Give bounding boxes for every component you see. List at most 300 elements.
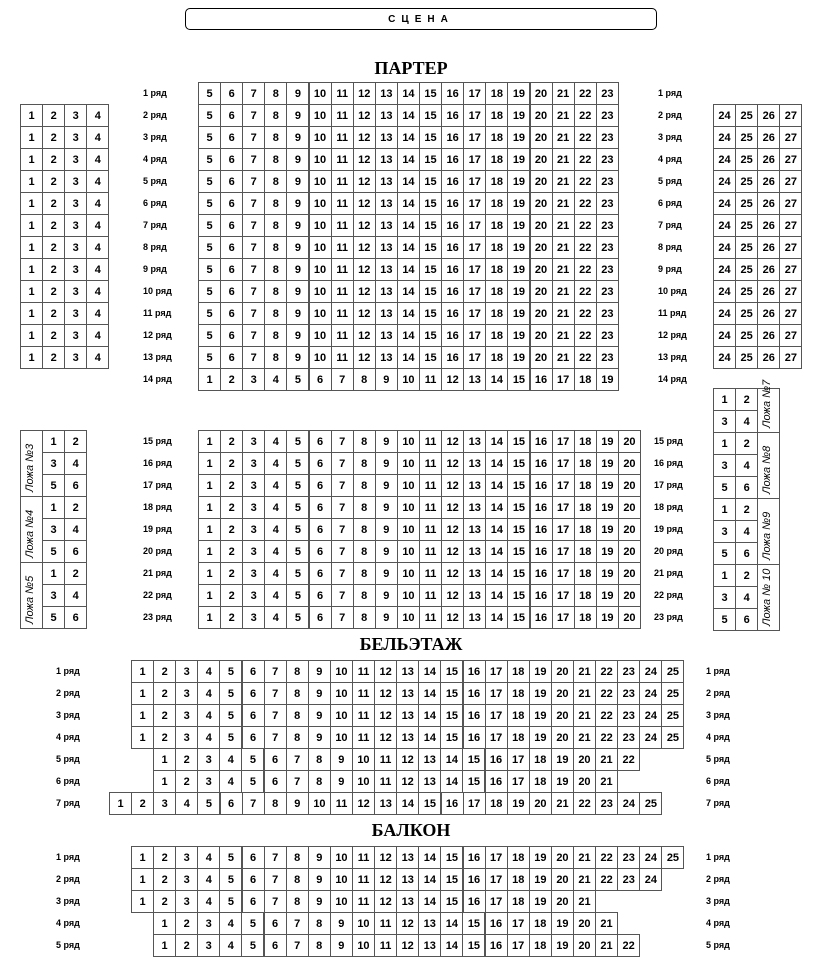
parter-row-20-seat-20[interactable]: 20 bbox=[618, 540, 641, 563]
beletazh-row-6-seat-18[interactable]: 18 bbox=[529, 770, 552, 793]
parter-row-16-seat-2[interactable]: 2 bbox=[220, 452, 243, 475]
parter-row-20-seat-19[interactable]: 19 bbox=[596, 540, 619, 563]
parter-row-5-seat-15[interactable]: 15 bbox=[419, 170, 442, 193]
box-right-2-seat-3[interactable]: 3 bbox=[713, 520, 736, 543]
parter-right-wing-row-11-seat-24[interactable]: 24 bbox=[713, 302, 736, 325]
parter-row-20-seat-5[interactable]: 5 bbox=[286, 540, 309, 563]
box-right-1-seat-6[interactable]: 6 bbox=[735, 476, 758, 499]
beletazh-row-1-seat-25[interactable]: 25 bbox=[661, 660, 684, 683]
parter-row-13-seat-8[interactable]: 8 bbox=[264, 346, 287, 369]
beletazh-row-3-seat-1[interactable]: 1 bbox=[131, 704, 154, 727]
parter-row-23-seat-10[interactable]: 10 bbox=[397, 606, 420, 629]
beletazh-row-6-seat-5[interactable]: 5 bbox=[241, 770, 264, 793]
parter-row-8-seat-18[interactable]: 18 bbox=[485, 236, 508, 259]
box-right-1-seat-1[interactable]: 1 bbox=[713, 432, 736, 455]
parter-row-14-seat-6[interactable]: 6 bbox=[309, 368, 332, 391]
parter-right-wing-row-7-seat-27[interactable]: 27 bbox=[779, 214, 802, 237]
parter-left-wing-row-8-seat-4[interactable]: 4 bbox=[86, 236, 109, 259]
parter-row-17-seat-5[interactable]: 5 bbox=[286, 474, 309, 497]
parter-row-13-seat-9[interactable]: 9 bbox=[286, 346, 309, 369]
parter-row-11-seat-6[interactable]: 6 bbox=[220, 302, 243, 325]
parter-row-19-seat-4[interactable]: 4 bbox=[264, 518, 287, 541]
beletazh-row-7-seat-5[interactable]: 5 bbox=[197, 792, 220, 815]
parter-row-21-seat-1[interactable]: 1 bbox=[198, 562, 221, 585]
parter-right-wing-row-9-seat-27[interactable]: 27 bbox=[779, 258, 802, 281]
parter-left-wing-row-13-seat-1[interactable]: 1 bbox=[20, 346, 43, 369]
beletazh-row-4-seat-12[interactable]: 12 bbox=[374, 726, 397, 749]
parter-row-17-seat-11[interactable]: 11 bbox=[419, 474, 442, 497]
parter-row-16-seat-11[interactable]: 11 bbox=[419, 452, 442, 475]
parter-row-6-seat-12[interactable]: 12 bbox=[353, 192, 376, 215]
parter-row-15-seat-9[interactable]: 9 bbox=[375, 430, 398, 453]
beletazh-row-1-seat-7[interactable]: 7 bbox=[264, 660, 287, 683]
parter-row-7-seat-23[interactable]: 23 bbox=[596, 214, 619, 237]
parter-row-22-seat-15[interactable]: 15 bbox=[507, 584, 530, 607]
beletazh-row-6-seat-14[interactable]: 14 bbox=[440, 770, 463, 793]
box-right-3-seat-5[interactable]: 5 bbox=[713, 608, 736, 631]
balkon-row-1-seat-8[interactable]: 8 bbox=[286, 846, 309, 869]
parter-right-wing-row-6-seat-24[interactable]: 24 bbox=[713, 192, 736, 215]
beletazh-row-6-seat-3[interactable]: 3 bbox=[197, 770, 220, 793]
parter-row-14-seat-14[interactable]: 14 bbox=[485, 368, 508, 391]
parter-row-1-seat-8[interactable]: 8 bbox=[264, 82, 287, 105]
beletazh-row-5-seat-22[interactable]: 22 bbox=[617, 748, 640, 771]
parter-row-21-seat-16[interactable]: 16 bbox=[530, 562, 553, 585]
parter-row-15-seat-6[interactable]: 6 bbox=[309, 430, 332, 453]
parter-row-19-seat-10[interactable]: 10 bbox=[397, 518, 420, 541]
parter-row-22-seat-2[interactable]: 2 bbox=[220, 584, 243, 607]
beletazh-row-3-seat-4[interactable]: 4 bbox=[197, 704, 220, 727]
parter-left-wing-row-11-seat-1[interactable]: 1 bbox=[20, 302, 43, 325]
beletazh-row-5-seat-3[interactable]: 3 bbox=[197, 748, 220, 771]
parter-row-9-seat-22[interactable]: 22 bbox=[574, 258, 597, 281]
parter-row-12-seat-22[interactable]: 22 bbox=[574, 324, 597, 347]
parter-row-2-seat-12[interactable]: 12 bbox=[353, 104, 376, 127]
parter-row-15-seat-15[interactable]: 15 bbox=[507, 430, 530, 453]
balkon-row-2-seat-9[interactable]: 9 bbox=[308, 868, 331, 891]
parter-left-wing-row-7-seat-1[interactable]: 1 bbox=[20, 214, 43, 237]
parter-left-wing-row-6-seat-1[interactable]: 1 bbox=[20, 192, 43, 215]
parter-row-11-seat-15[interactable]: 15 bbox=[419, 302, 442, 325]
parter-right-wing-row-5-seat-24[interactable]: 24 bbox=[713, 170, 736, 193]
balkon-row-4-seat-5[interactable]: 5 bbox=[241, 912, 264, 935]
box-left-1-seat-5[interactable]: 5 bbox=[42, 540, 65, 563]
balkon-row-3-seat-6[interactable]: 6 bbox=[242, 890, 265, 913]
parter-row-18-seat-11[interactable]: 11 bbox=[419, 496, 442, 519]
balkon-row-5-seat-7[interactable]: 7 bbox=[286, 934, 309, 957]
parter-row-20-seat-2[interactable]: 2 bbox=[220, 540, 243, 563]
parter-row-1-seat-10[interactable]: 10 bbox=[309, 82, 332, 105]
parter-row-20-seat-9[interactable]: 9 bbox=[375, 540, 398, 563]
beletazh-row-2-seat-8[interactable]: 8 bbox=[286, 682, 309, 705]
parter-right-wing-row-8-seat-27[interactable]: 27 bbox=[779, 236, 802, 259]
parter-row-2-seat-13[interactable]: 13 bbox=[375, 104, 398, 127]
parter-row-13-seat-16[interactable]: 16 bbox=[441, 346, 464, 369]
parter-row-7-seat-18[interactable]: 18 bbox=[485, 214, 508, 237]
parter-row-10-seat-13[interactable]: 13 bbox=[375, 280, 398, 303]
parter-row-22-seat-17[interactable]: 17 bbox=[552, 584, 575, 607]
parter-left-wing-row-11-seat-2[interactable]: 2 bbox=[42, 302, 65, 325]
parter-row-20-seat-13[interactable]: 13 bbox=[463, 540, 486, 563]
parter-right-wing-row-12-seat-26[interactable]: 26 bbox=[757, 324, 780, 347]
beletazh-row-1-seat-2[interactable]: 2 bbox=[153, 660, 176, 683]
box-right-0-seat-2[interactable]: 2 bbox=[735, 388, 758, 411]
beletazh-row-5-seat-1[interactable]: 1 bbox=[153, 748, 176, 771]
parter-row-23-seat-4[interactable]: 4 bbox=[264, 606, 287, 629]
beletazh-row-2-seat-10[interactable]: 10 bbox=[330, 682, 353, 705]
parter-row-3-seat-9[interactable]: 9 bbox=[286, 126, 309, 149]
parter-row-18-seat-4[interactable]: 4 bbox=[264, 496, 287, 519]
parter-row-15-seat-12[interactable]: 12 bbox=[441, 430, 464, 453]
parter-row-21-seat-12[interactable]: 12 bbox=[441, 562, 464, 585]
parter-row-4-seat-13[interactable]: 13 bbox=[375, 148, 398, 171]
parter-row-13-seat-23[interactable]: 23 bbox=[596, 346, 619, 369]
balkon-row-5-seat-17[interactable]: 17 bbox=[507, 934, 530, 957]
parter-left-wing-row-5-seat-2[interactable]: 2 bbox=[42, 170, 65, 193]
parter-row-14-seat-8[interactable]: 8 bbox=[353, 368, 376, 391]
balkon-row-3-seat-3[interactable]: 3 bbox=[175, 890, 198, 913]
balkon-row-3-seat-17[interactable]: 17 bbox=[485, 890, 508, 913]
balkon-row-2-seat-12[interactable]: 12 bbox=[374, 868, 397, 891]
parter-row-18-seat-6[interactable]: 6 bbox=[309, 496, 332, 519]
balkon-row-2-seat-18[interactable]: 18 bbox=[507, 868, 530, 891]
parter-row-19-seat-17[interactable]: 17 bbox=[552, 518, 575, 541]
parter-row-2-seat-8[interactable]: 8 bbox=[264, 104, 287, 127]
box-right-3-seat-4[interactable]: 4 bbox=[735, 586, 758, 609]
beletazh-row-2-seat-2[interactable]: 2 bbox=[153, 682, 176, 705]
parter-row-7-seat-19[interactable]: 19 bbox=[507, 214, 530, 237]
balkon-row-3-seat-4[interactable]: 4 bbox=[197, 890, 220, 913]
parter-row-4-seat-6[interactable]: 6 bbox=[220, 148, 243, 171]
parter-row-20-seat-4[interactable]: 4 bbox=[264, 540, 287, 563]
parter-row-4-seat-18[interactable]: 18 bbox=[485, 148, 508, 171]
parter-row-19-seat-18[interactable]: 18 bbox=[574, 518, 597, 541]
parter-row-16-seat-19[interactable]: 19 bbox=[596, 452, 619, 475]
balkon-row-5-seat-5[interactable]: 5 bbox=[241, 934, 264, 957]
parter-row-15-seat-11[interactable]: 11 bbox=[419, 430, 442, 453]
parter-row-14-seat-19[interactable]: 19 bbox=[596, 368, 619, 391]
box-right-0-seat-3[interactable]: 3 bbox=[713, 410, 736, 433]
parter-row-23-seat-14[interactable]: 14 bbox=[485, 606, 508, 629]
parter-right-wing-row-2-seat-25[interactable]: 25 bbox=[735, 104, 758, 127]
parter-row-12-seat-14[interactable]: 14 bbox=[397, 324, 420, 347]
parter-row-3-seat-20[interactable]: 20 bbox=[530, 126, 553, 149]
parter-row-12-seat-12[interactable]: 12 bbox=[353, 324, 376, 347]
parter-row-20-seat-7[interactable]: 7 bbox=[331, 540, 354, 563]
parter-row-23-seat-18[interactable]: 18 bbox=[574, 606, 597, 629]
beletazh-row-5-seat-7[interactable]: 7 bbox=[286, 748, 309, 771]
balkon-row-5-seat-14[interactable]: 14 bbox=[440, 934, 463, 957]
parter-row-9-seat-23[interactable]: 23 bbox=[596, 258, 619, 281]
parter-row-23-seat-2[interactable]: 2 bbox=[220, 606, 243, 629]
parter-right-wing-row-8-seat-25[interactable]: 25 bbox=[735, 236, 758, 259]
parter-row-3-seat-8[interactable]: 8 bbox=[264, 126, 287, 149]
parter-row-17-seat-7[interactable]: 7 bbox=[331, 474, 354, 497]
beletazh-row-4-seat-9[interactable]: 9 bbox=[308, 726, 331, 749]
beletazh-row-1-seat-8[interactable]: 8 bbox=[286, 660, 309, 683]
parter-row-3-seat-15[interactable]: 15 bbox=[419, 126, 442, 149]
parter-row-13-seat-14[interactable]: 14 bbox=[397, 346, 420, 369]
beletazh-row-3-seat-8[interactable]: 8 bbox=[286, 704, 309, 727]
beletazh-row-3-seat-13[interactable]: 13 bbox=[396, 704, 419, 727]
parter-row-11-seat-18[interactable]: 18 bbox=[485, 302, 508, 325]
parter-left-wing-row-7-seat-4[interactable]: 4 bbox=[86, 214, 109, 237]
parter-row-20-seat-1[interactable]: 1 bbox=[198, 540, 221, 563]
parter-row-1-seat-7[interactable]: 7 bbox=[242, 82, 265, 105]
parter-right-wing-row-5-seat-25[interactable]: 25 bbox=[735, 170, 758, 193]
parter-row-2-seat-17[interactable]: 17 bbox=[463, 104, 486, 127]
parter-row-5-seat-20[interactable]: 20 bbox=[530, 170, 553, 193]
beletazh-row-1-seat-13[interactable]: 13 bbox=[396, 660, 419, 683]
parter-right-wing-row-10-seat-27[interactable]: 27 bbox=[779, 280, 802, 303]
parter-row-7-seat-14[interactable]: 14 bbox=[397, 214, 420, 237]
beletazh-row-6-seat-17[interactable]: 17 bbox=[507, 770, 530, 793]
balkon-row-5-seat-13[interactable]: 13 bbox=[418, 934, 441, 957]
beletazh-row-7-seat-3[interactable]: 3 bbox=[153, 792, 176, 815]
parter-row-17-seat-13[interactable]: 13 bbox=[463, 474, 486, 497]
beletazh-row-6-seat-16[interactable]: 16 bbox=[485, 770, 508, 793]
parter-row-18-seat-8[interactable]: 8 bbox=[353, 496, 376, 519]
balkon-row-3-seat-9[interactable]: 9 bbox=[308, 890, 331, 913]
parter-row-3-seat-23[interactable]: 23 bbox=[596, 126, 619, 149]
parter-row-22-seat-14[interactable]: 14 bbox=[485, 584, 508, 607]
parter-left-wing-row-5-seat-1[interactable]: 1 bbox=[20, 170, 43, 193]
parter-row-22-seat-7[interactable]: 7 bbox=[331, 584, 354, 607]
parter-row-1-seat-23[interactable]: 23 bbox=[596, 82, 619, 105]
beletazh-row-3-seat-21[interactable]: 21 bbox=[573, 704, 596, 727]
parter-row-12-seat-23[interactable]: 23 bbox=[596, 324, 619, 347]
parter-row-7-seat-11[interactable]: 11 bbox=[331, 214, 354, 237]
beletazh-row-5-seat-17[interactable]: 17 bbox=[507, 748, 530, 771]
beletazh-row-4-seat-20[interactable]: 20 bbox=[551, 726, 574, 749]
parter-row-11-seat-8[interactable]: 8 bbox=[264, 302, 287, 325]
parter-row-23-seat-12[interactable]: 12 bbox=[441, 606, 464, 629]
parter-row-12-seat-17[interactable]: 17 bbox=[463, 324, 486, 347]
beletazh-row-2-seat-1[interactable]: 1 bbox=[131, 682, 154, 705]
parter-row-14-seat-9[interactable]: 9 bbox=[375, 368, 398, 391]
box-left-2-seat-6[interactable]: 6 bbox=[64, 606, 87, 629]
parter-right-wing-row-4-seat-27[interactable]: 27 bbox=[779, 148, 802, 171]
parter-row-1-seat-17[interactable]: 17 bbox=[463, 82, 486, 105]
parter-row-3-seat-10[interactable]: 10 bbox=[309, 126, 332, 149]
parter-left-wing-row-13-seat-4[interactable]: 4 bbox=[86, 346, 109, 369]
beletazh-row-4-seat-11[interactable]: 11 bbox=[352, 726, 375, 749]
beletazh-row-1-seat-4[interactable]: 4 bbox=[197, 660, 220, 683]
beletazh-row-7-seat-8[interactable]: 8 bbox=[264, 792, 287, 815]
parter-row-9-seat-18[interactable]: 18 bbox=[485, 258, 508, 281]
parter-right-wing-row-7-seat-24[interactable]: 24 bbox=[713, 214, 736, 237]
parter-row-3-seat-14[interactable]: 14 bbox=[397, 126, 420, 149]
beletazh-row-3-seat-25[interactable]: 25 bbox=[661, 704, 684, 727]
parter-row-12-seat-10[interactable]: 10 bbox=[309, 324, 332, 347]
beletazh-row-5-seat-16[interactable]: 16 bbox=[485, 748, 508, 771]
parter-right-wing-row-13-seat-26[interactable]: 26 bbox=[757, 346, 780, 369]
parter-row-22-seat-18[interactable]: 18 bbox=[574, 584, 597, 607]
parter-row-21-seat-20[interactable]: 20 bbox=[618, 562, 641, 585]
parter-row-6-seat-14[interactable]: 14 bbox=[397, 192, 420, 215]
balkon-row-5-seat-10[interactable]: 10 bbox=[352, 934, 375, 957]
parter-left-wing-row-12-seat-3[interactable]: 3 bbox=[64, 324, 87, 347]
parter-row-22-seat-5[interactable]: 5 bbox=[286, 584, 309, 607]
parter-left-wing-row-4-seat-3[interactable]: 3 bbox=[64, 148, 87, 171]
beletazh-row-4-seat-18[interactable]: 18 bbox=[507, 726, 530, 749]
parter-left-wing-row-5-seat-3[interactable]: 3 bbox=[64, 170, 87, 193]
parter-row-8-seat-12[interactable]: 12 bbox=[353, 236, 376, 259]
balkon-row-5-seat-22[interactable]: 22 bbox=[617, 934, 640, 957]
balkon-row-5-seat-21[interactable]: 21 bbox=[595, 934, 618, 957]
beletazh-row-2-seat-23[interactable]: 23 bbox=[617, 682, 640, 705]
parter-row-3-seat-17[interactable]: 17 bbox=[463, 126, 486, 149]
parter-row-19-seat-16[interactable]: 16 bbox=[530, 518, 553, 541]
beletazh-row-6-seat-15[interactable]: 15 bbox=[462, 770, 485, 793]
parter-left-wing-row-2-seat-2[interactable]: 2 bbox=[42, 104, 65, 127]
balkon-row-3-seat-19[interactable]: 19 bbox=[529, 890, 552, 913]
beletazh-row-7-seat-21[interactable]: 21 bbox=[551, 792, 574, 815]
parter-row-20-seat-10[interactable]: 10 bbox=[397, 540, 420, 563]
beletazh-row-1-seat-11[interactable]: 11 bbox=[352, 660, 375, 683]
parter-row-7-seat-22[interactable]: 22 bbox=[574, 214, 597, 237]
parter-right-wing-row-12-seat-25[interactable]: 25 bbox=[735, 324, 758, 347]
parter-row-8-seat-20[interactable]: 20 bbox=[530, 236, 553, 259]
parter-row-13-seat-17[interactable]: 17 bbox=[463, 346, 486, 369]
beletazh-row-2-seat-14[interactable]: 14 bbox=[418, 682, 441, 705]
beletazh-row-5-seat-4[interactable]: 4 bbox=[219, 748, 242, 771]
parter-row-11-seat-7[interactable]: 7 bbox=[242, 302, 265, 325]
balkon-row-1-seat-21[interactable]: 21 bbox=[573, 846, 596, 869]
parter-row-18-seat-9[interactable]: 9 bbox=[375, 496, 398, 519]
parter-left-wing-row-13-seat-3[interactable]: 3 bbox=[64, 346, 87, 369]
parter-row-3-seat-19[interactable]: 19 bbox=[507, 126, 530, 149]
parter-row-19-seat-9[interactable]: 9 bbox=[375, 518, 398, 541]
parter-row-6-seat-15[interactable]: 15 bbox=[419, 192, 442, 215]
beletazh-row-4-seat-5[interactable]: 5 bbox=[219, 726, 242, 749]
parter-row-14-seat-5[interactable]: 5 bbox=[286, 368, 309, 391]
parter-row-4-seat-17[interactable]: 17 bbox=[463, 148, 486, 171]
parter-row-18-seat-14[interactable]: 14 bbox=[485, 496, 508, 519]
parter-row-20-seat-11[interactable]: 11 bbox=[419, 540, 442, 563]
beletazh-row-7-seat-23[interactable]: 23 bbox=[595, 792, 618, 815]
parter-row-15-seat-2[interactable]: 2 bbox=[220, 430, 243, 453]
balkon-row-1-seat-20[interactable]: 20 bbox=[551, 846, 574, 869]
balkon-row-1-seat-3[interactable]: 3 bbox=[175, 846, 198, 869]
beletazh-row-6-seat-8[interactable]: 8 bbox=[308, 770, 331, 793]
parter-row-4-seat-10[interactable]: 10 bbox=[309, 148, 332, 171]
beletazh-row-2-seat-9[interactable]: 9 bbox=[308, 682, 331, 705]
beletazh-row-4-seat-24[interactable]: 24 bbox=[639, 726, 662, 749]
parter-row-17-seat-10[interactable]: 10 bbox=[397, 474, 420, 497]
beletazh-row-3-seat-16[interactable]: 16 bbox=[463, 704, 486, 727]
parter-row-17-seat-4[interactable]: 4 bbox=[264, 474, 287, 497]
beletazh-row-7-seat-17[interactable]: 17 bbox=[463, 792, 486, 815]
parter-row-7-seat-9[interactable]: 9 bbox=[286, 214, 309, 237]
parter-right-wing-row-5-seat-27[interactable]: 27 bbox=[779, 170, 802, 193]
parter-row-10-seat-5[interactable]: 5 bbox=[198, 280, 221, 303]
balkon-row-1-seat-7[interactable]: 7 bbox=[264, 846, 287, 869]
parter-row-15-seat-16[interactable]: 16 bbox=[530, 430, 553, 453]
parter-row-22-seat-12[interactable]: 12 bbox=[441, 584, 464, 607]
parter-right-wing-row-11-seat-25[interactable]: 25 bbox=[735, 302, 758, 325]
beletazh-row-2-seat-18[interactable]: 18 bbox=[507, 682, 530, 705]
parter-row-13-seat-15[interactable]: 15 bbox=[419, 346, 442, 369]
parter-row-21-seat-18[interactable]: 18 bbox=[574, 562, 597, 585]
parter-row-19-seat-14[interactable]: 14 bbox=[485, 518, 508, 541]
parter-row-12-seat-5[interactable]: 5 bbox=[198, 324, 221, 347]
beletazh-row-7-seat-19[interactable]: 19 bbox=[507, 792, 530, 815]
parter-row-23-seat-8[interactable]: 8 bbox=[353, 606, 376, 629]
balkon-row-3-seat-20[interactable]: 20 bbox=[551, 890, 574, 913]
parter-row-6-seat-6[interactable]: 6 bbox=[220, 192, 243, 215]
parter-row-19-seat-11[interactable]: 11 bbox=[419, 518, 442, 541]
beletazh-row-6-seat-13[interactable]: 13 bbox=[418, 770, 441, 793]
parter-left-wing-row-2-seat-4[interactable]: 4 bbox=[86, 104, 109, 127]
parter-row-9-seat-6[interactable]: 6 bbox=[220, 258, 243, 281]
parter-row-12-seat-21[interactable]: 21 bbox=[552, 324, 575, 347]
beletazh-row-7-seat-16[interactable]: 16 bbox=[441, 792, 464, 815]
balkon-row-2-seat-2[interactable]: 2 bbox=[153, 868, 176, 891]
beletazh-row-3-seat-10[interactable]: 10 bbox=[330, 704, 353, 727]
parter-row-18-seat-20[interactable]: 20 bbox=[618, 496, 641, 519]
parter-row-16-seat-1[interactable]: 1 bbox=[198, 452, 221, 475]
parter-row-5-seat-5[interactable]: 5 bbox=[198, 170, 221, 193]
parter-row-13-seat-22[interactable]: 22 bbox=[574, 346, 597, 369]
parter-row-13-seat-7[interactable]: 7 bbox=[242, 346, 265, 369]
parter-row-18-seat-10[interactable]: 10 bbox=[397, 496, 420, 519]
parter-row-19-seat-7[interactable]: 7 bbox=[331, 518, 354, 541]
parter-row-8-seat-5[interactable]: 5 bbox=[198, 236, 221, 259]
parter-left-wing-row-3-seat-4[interactable]: 4 bbox=[86, 126, 109, 149]
parter-row-15-seat-20[interactable]: 20 bbox=[618, 430, 641, 453]
beletazh-row-3-seat-15[interactable]: 15 bbox=[440, 704, 463, 727]
beletazh-row-1-seat-18[interactable]: 18 bbox=[507, 660, 530, 683]
balkon-row-2-seat-7[interactable]: 7 bbox=[264, 868, 287, 891]
parter-row-17-seat-16[interactable]: 16 bbox=[530, 474, 553, 497]
parter-row-10-seat-21[interactable]: 21 bbox=[552, 280, 575, 303]
parter-right-wing-row-7-seat-26[interactable]: 26 bbox=[757, 214, 780, 237]
beletazh-row-3-seat-3[interactable]: 3 bbox=[175, 704, 198, 727]
parter-row-15-seat-18[interactable]: 18 bbox=[574, 430, 597, 453]
beletazh-row-4-seat-25[interactable]: 25 bbox=[661, 726, 684, 749]
balkon-row-3-seat-13[interactable]: 13 bbox=[396, 890, 419, 913]
parter-row-7-seat-5[interactable]: 5 bbox=[198, 214, 221, 237]
balkon-row-2-seat-1[interactable]: 1 bbox=[131, 868, 154, 891]
parter-right-wing-row-13-seat-27[interactable]: 27 bbox=[779, 346, 802, 369]
beletazh-row-7-seat-12[interactable]: 12 bbox=[352, 792, 375, 815]
parter-row-19-seat-2[interactable]: 2 bbox=[220, 518, 243, 541]
parter-row-5-seat-21[interactable]: 21 bbox=[552, 170, 575, 193]
parter-row-11-seat-11[interactable]: 11 bbox=[331, 302, 354, 325]
parter-left-wing-row-2-seat-3[interactable]: 3 bbox=[64, 104, 87, 127]
beletazh-row-3-seat-12[interactable]: 12 bbox=[374, 704, 397, 727]
parter-row-17-seat-19[interactable]: 19 bbox=[596, 474, 619, 497]
parter-row-4-seat-16[interactable]: 16 bbox=[441, 148, 464, 171]
parter-row-5-seat-14[interactable]: 14 bbox=[397, 170, 420, 193]
parter-row-22-seat-11[interactable]: 11 bbox=[419, 584, 442, 607]
beletazh-row-5-seat-9[interactable]: 9 bbox=[330, 748, 353, 771]
parter-row-8-seat-8[interactable]: 8 bbox=[264, 236, 287, 259]
beletazh-row-2-seat-13[interactable]: 13 bbox=[396, 682, 419, 705]
parter-row-10-seat-17[interactable]: 17 bbox=[463, 280, 486, 303]
beletazh-row-5-seat-2[interactable]: 2 bbox=[175, 748, 198, 771]
parter-row-16-seat-10[interactable]: 10 bbox=[397, 452, 420, 475]
parter-row-14-seat-15[interactable]: 15 bbox=[507, 368, 530, 391]
beletazh-row-4-seat-8[interactable]: 8 bbox=[286, 726, 309, 749]
parter-left-wing-row-12-seat-1[interactable]: 1 bbox=[20, 324, 43, 347]
parter-row-10-seat-10[interactable]: 10 bbox=[309, 280, 332, 303]
parter-row-4-seat-11[interactable]: 11 bbox=[331, 148, 354, 171]
beletazh-row-1-seat-14[interactable]: 14 bbox=[418, 660, 441, 683]
parter-row-3-seat-16[interactable]: 16 bbox=[441, 126, 464, 149]
beletazh-row-5-seat-12[interactable]: 12 bbox=[396, 748, 419, 771]
